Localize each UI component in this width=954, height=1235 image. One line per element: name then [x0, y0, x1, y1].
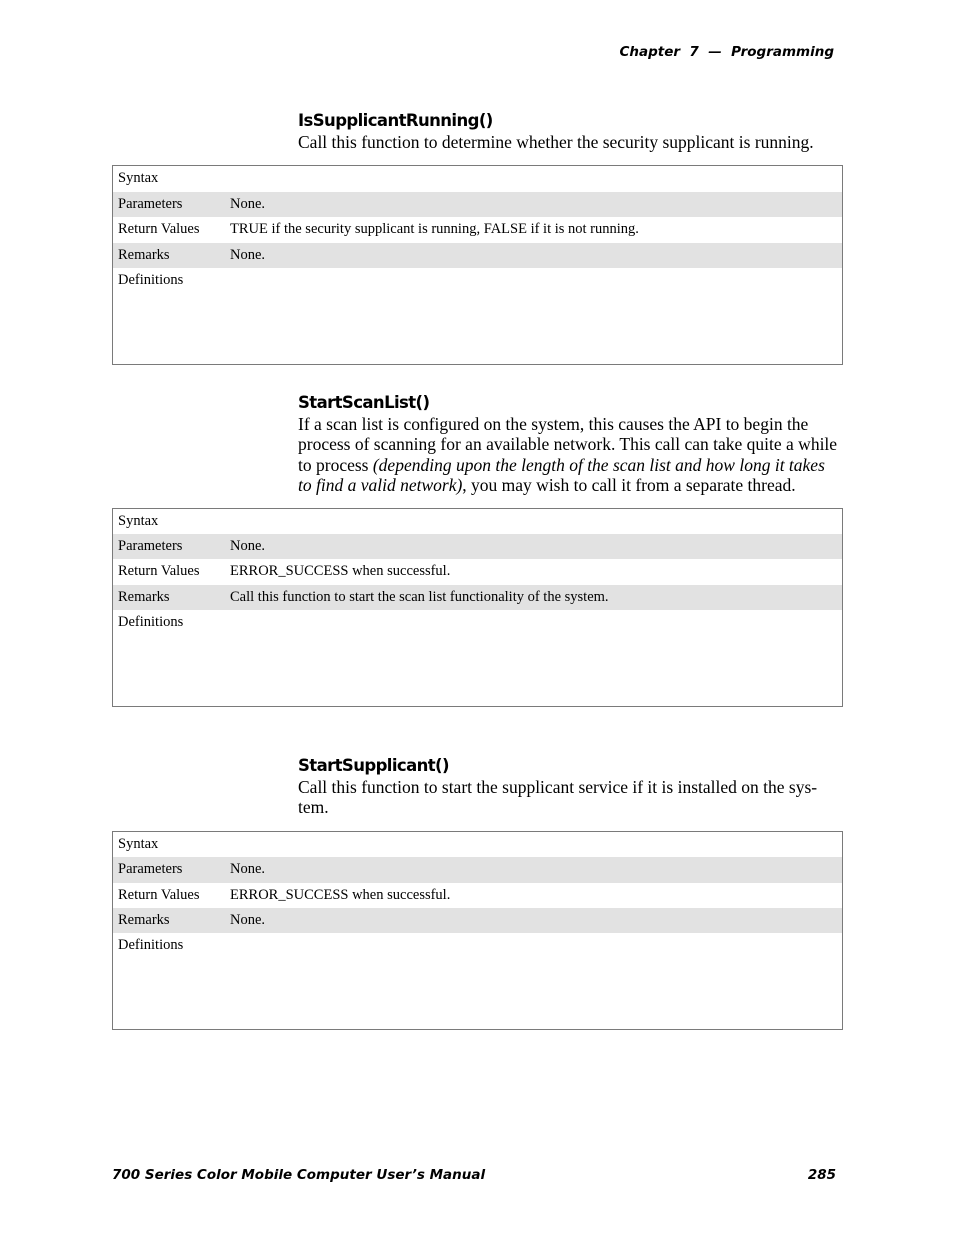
row-value — [230, 610, 842, 706]
row-label: Parameters — [118, 538, 183, 555]
row-label: Return Values — [118, 563, 200, 580]
row-value — [230, 933, 842, 1029]
row-label: Remarks — [118, 588, 170, 605]
page-number: 285 — [807, 1167, 836, 1183]
row-label: Return Values — [118, 221, 200, 238]
table-row-return-values — [113, 883, 842, 908]
section-issupplicantrunning — [112, 110, 843, 365]
table-row-parameters — [113, 192, 842, 217]
table-row-syntax — [113, 509, 842, 534]
table-row-remarks — [113, 243, 842, 268]
row-value — [230, 509, 842, 534]
row-value — [230, 268, 842, 364]
row-label: Syntax — [118, 170, 159, 187]
row-value: None. — [230, 195, 266, 212]
table-row-remarks — [113, 585, 842, 610]
table-row-return-values — [113, 217, 842, 242]
row-value: None. — [230, 246, 266, 263]
function-title: StartSupplicant() — [298, 756, 449, 775]
table-row-parameters — [113, 534, 842, 559]
running-footer — [112, 1167, 836, 1183]
row-value: None. — [230, 861, 266, 878]
table-row-definitions — [113, 610, 842, 706]
table-row-definitions — [113, 933, 842, 1029]
row-label: Parameters — [118, 861, 183, 878]
row-value — [230, 166, 842, 191]
function-title: StartScanList() — [298, 393, 430, 412]
row-label: Definitions — [118, 271, 184, 288]
row-label: Definitions — [118, 614, 184, 631]
api-table — [112, 831, 843, 1031]
table-row-definitions — [113, 268, 842, 364]
row-label: Syntax — [118, 512, 159, 529]
table-row-return-values — [113, 559, 842, 584]
row-value: Call this function to start the scan list functionality of the system. — [230, 588, 609, 605]
function-title: IsSupplicantRunning() — [298, 111, 493, 130]
table-row-syntax — [113, 166, 842, 191]
row-value: TRUE if the security supplicant is running, FALSE if it is not running. — [230, 221, 639, 238]
table-row-parameters — [113, 857, 842, 882]
row-value: None. — [230, 538, 266, 555]
row-label: Definitions — [118, 937, 184, 954]
row-value: ERROR_SUCCESS when successful. — [230, 563, 451, 580]
function-description: Call this function to determine whether the security supplicant is running. — [298, 132, 814, 152]
api-table — [112, 508, 843, 708]
row-label: Remarks — [118, 911, 170, 928]
function-description — [298, 414, 840, 496]
manual-title: 700 Series Color Mobile Computer User’s Manual — [112, 1167, 486, 1183]
running-header: Chapter 7 — Programming — [619, 44, 834, 60]
table-row-syntax — [113, 832, 842, 857]
row-label: Return Values — [118, 886, 200, 903]
table-row-remarks — [113, 908, 842, 933]
section-startscanlist — [112, 392, 843, 707]
function-description: Call this function to start the supplicant service if it is installed on the sys- tem. — [298, 777, 818, 818]
api-table — [112, 165, 843, 365]
row-value: None. — [230, 911, 266, 928]
row-value: ERROR_SUCCESS when successful. — [230, 886, 451, 903]
row-label: Parameters — [118, 195, 183, 212]
description-italic: (depending upon the length of the scan list and how long it takes to find a valid network) — [298, 454, 825, 496]
row-label: Syntax — [118, 835, 159, 852]
description-text: , you may wish to call it from a separate thread. — [462, 475, 796, 496]
description-text: If a scan list is configured on the system, this causes the API to begin the process of scanning for an available network. This call can take quite a while to process — [298, 414, 838, 475]
section-startsupplicant — [112, 755, 843, 1030]
row-label: Remarks — [118, 246, 170, 263]
row-value — [230, 832, 842, 857]
